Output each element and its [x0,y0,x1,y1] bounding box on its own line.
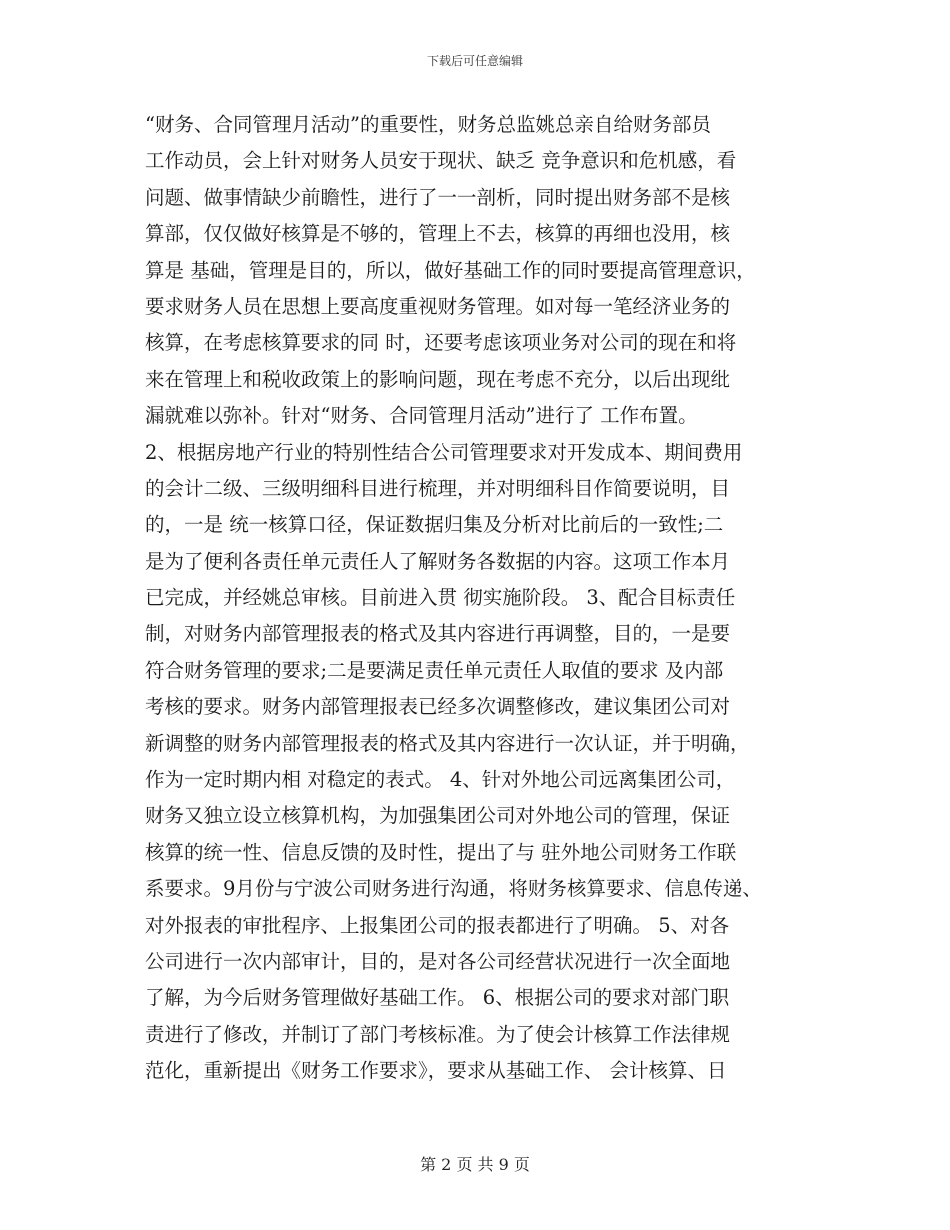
text-line: 了解，为今后财务管理做好基础工作。 6、根据公司的要求对部门职 [145,986,730,1010]
text-line: “财务、合同管理月活动”的重要性，财务总监姚总亲自给财务部员 [145,113,711,136]
page-number: 第 2 页 共 9 页 [420,1155,530,1174]
text-line: 对外报表的审批程序、上报集团公司的报表都进行了明确。 5、对各 [145,913,730,937]
text-line: 的会计二级、三级明细科目进行梳理，并对明细科目作简要说明，目 [145,476,731,500]
text-line: 范化，重新提出《财务工作要求》，要求从基础工作、 会计核算、日 [145,1059,727,1083]
text-line: 算部，仅仅做好核算是不够的，管理上不去，核算的再细也没用，核 [145,222,731,246]
text-line: 来在管理上和税收政策上的影响问题，现在考虑不充分，以后出现纰 [145,367,731,391]
text-line: 是为了便利各责任单元责任人了解财务各数据的内容。这项工作本月 [145,549,731,573]
text-line: 核算，在考虑核算要求的同 时，还要考虑该项业务对公司的现在和将 [145,331,737,355]
body-text [145,107,825,1090]
text-line: 要求财务人员在思想上要高度重视财务管理。如对每一笔经济业务的 [145,294,731,318]
text-line: 符合财务管理的要求;二是要满足责任单元责任人取值的要求 及内部 [145,658,724,682]
text-line: 考核的要求。财务内部管理报表已经多次调整修改，建议集团公司对 [145,695,731,719]
text-line: 核算的统一性、信息反馈的及时性，提出了与 驻外地公司财务工作联 [145,840,737,864]
text-line: 作为一定时期内相 对稳定的表式。 4、针对外地公司远离集团公司， [145,768,736,792]
page-header: 下载后可任意编辑 [426,54,523,68]
text-line: 问题、做事情缺少前瞻性，进行了一一剖析，同时提出财务部不是核 [145,185,731,209]
text-line: 新调整的财务内部管理报表的格式及其内容进行一次认证，并于明确， [145,731,750,755]
text-line: 工作动员，会上针对财务人员安于现状、缺乏 竞争意识和危机感，看 [145,149,737,173]
text-line: 算是 基础，管理是目的，所以，做好基础工作的同时要提高管理意识， [145,258,756,282]
text-line: 责进行了修改，并制订了部门考核标准。为了使会计核算工作法律规 [145,1022,731,1046]
text-line: 已完成，并经姚总审核。目前进入贯 彻实施阶段。 3、配合目标责任 [145,586,736,610]
text-line: 漏就难以弥补。针对“财务、合同管理月活动”进行了 工作布置。 [145,404,698,428]
text-line: 2、根据房地产行业的特别性结合公司管理要求对开发成本、期间费用 [145,440,743,464]
text-line: 的，一是 统一核算口径，保证数据归集及分析对比前后的一致性;二 [145,513,724,537]
text-line: 财务又独立设立核算机构，为加强集团公司对外地公司的管理，保证 [145,804,731,828]
text-line: 制，对财务内部管理报表的格式及其内容进行再调整，目的，一是要 [145,622,731,646]
text-line: 公司进行一次内部审计，目的，是对各公司经营状况进行一次全面地 [145,949,731,973]
text-line: 系要求。9月份与宁波公司财务进行沟通，将财务核算要求、信息传递、 [145,877,762,901]
